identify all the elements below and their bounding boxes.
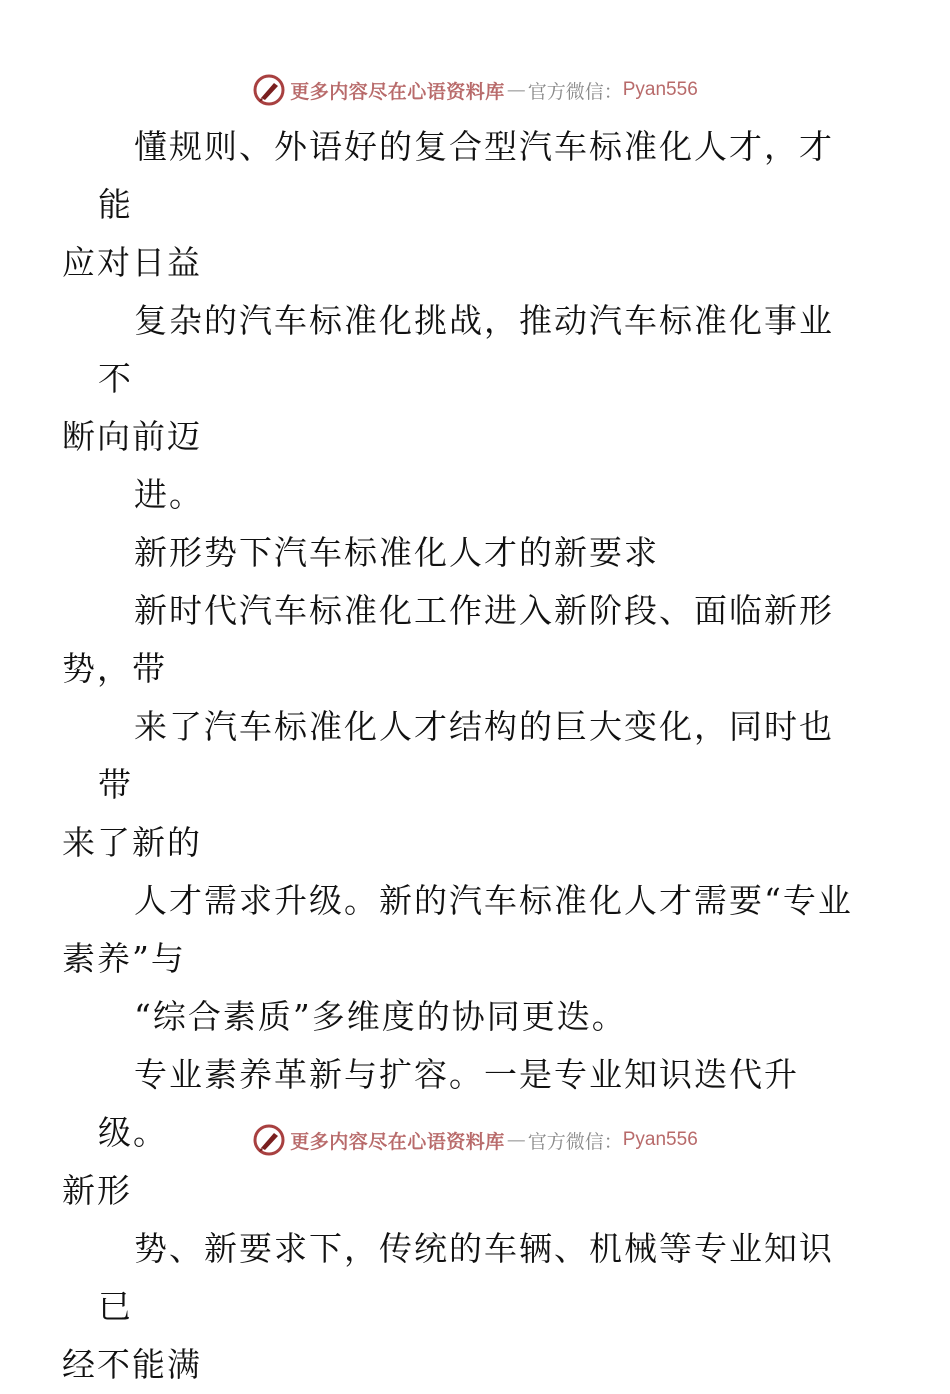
watermark-wechat-label: 官方微信： (527, 1130, 623, 1153)
section-heading: 新形势下汽车标准化人才的新要求 (134, 533, 659, 572)
header-watermark (0, 70, 950, 110)
document-body (62, 118, 858, 1394)
pen-circle-logo-icon (252, 73, 286, 107)
paragraph-line: 势、新要求下，传统的车辆、机械等专业知识已 经不能满 (62, 1229, 834, 1384)
watermark-separator: — (506, 1129, 526, 1151)
watermark-wechat-label: 官方微信： (527, 80, 623, 103)
watermark-wechat-id: Pyan556 (622, 79, 698, 100)
paragraph-line: 复杂的汽车标准化挑战，推动汽车标准化事业不 断向前迈 (62, 301, 834, 456)
paragraph-line: 懂规则、外语好的复合型汽车标准化人才，才能 应对日益 (62, 127, 834, 282)
watermark-text: 更多内容尽在心语资料库 (290, 1130, 505, 1153)
footer-watermark (0, 1120, 950, 1160)
watermark-wechat-id: Pyan556 (622, 1129, 698, 1150)
watermark-separator: — (506, 79, 526, 101)
watermark-text: 更多内容尽在心语资料库 (290, 80, 505, 103)
paragraph-line: 来了汽车标准化人才结构的巨大变化，同时也带 来了新的 (62, 707, 834, 862)
paragraph-line: “综合素质”多维度的协同更迭。 (134, 997, 627, 1036)
paragraph-line: 人才需求升级。新的汽车标准化人才需要“专业 素养”与 (62, 881, 853, 978)
paragraph-line: 专业素养革新与扩容。一是专业知识迭代升级。 新形 (62, 1055, 799, 1210)
paragraph-line: 新时代汽车标准化工作进入新阶段、面临新形 势，带 (62, 591, 834, 688)
pen-circle-logo-icon (252, 1123, 286, 1157)
paragraph-line: 进。 (134, 475, 204, 514)
